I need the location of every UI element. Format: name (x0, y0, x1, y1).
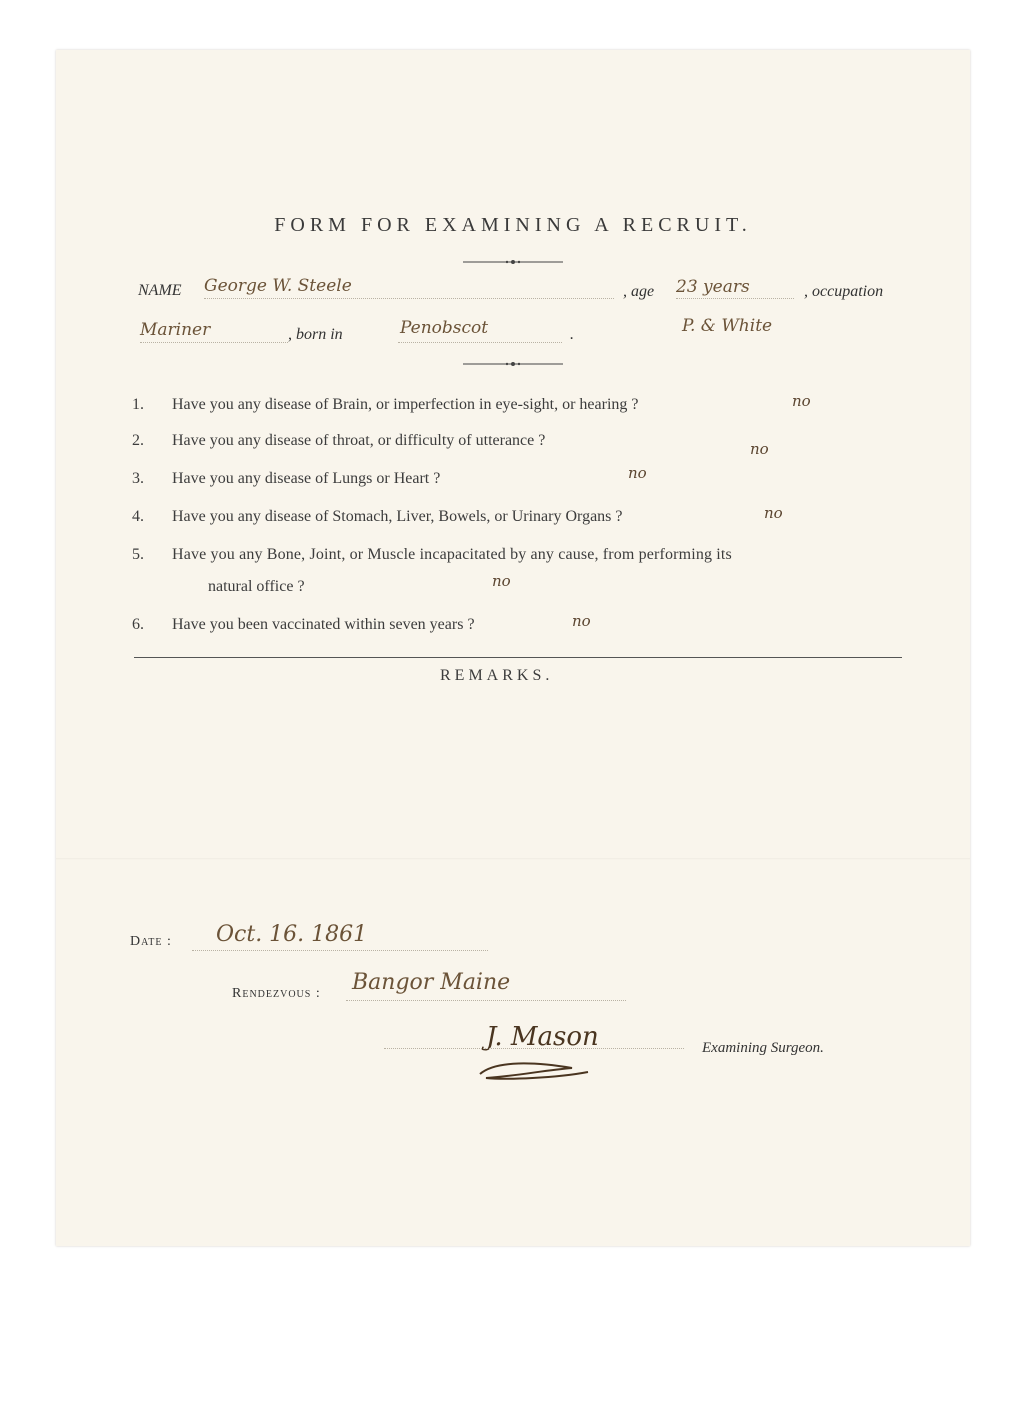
question-answer: no (750, 440, 769, 458)
name-value: George W. Steele (204, 276, 352, 296)
form-title: FORM FOR EXAMINING A RECRUIT. (274, 214, 752, 236)
occupation-value: Mariner (140, 320, 211, 340)
signature-flourish (476, 1058, 596, 1082)
age-label: , age (623, 283, 655, 300)
paper-fold (56, 858, 970, 860)
question-answer: no (792, 392, 811, 410)
question-number: 5. (132, 546, 144, 563)
question-text-continued: natural office ? (208, 578, 305, 595)
surgeon-signature: J. Mason (486, 1022, 599, 1052)
rendezvous-label: Rendezvous : (232, 986, 321, 1001)
rendezvous-value: Bangor Maine (352, 970, 511, 995)
question-answer: no (764, 504, 783, 522)
occupation-label: , occupation (804, 283, 884, 300)
section-rule (134, 657, 902, 658)
rendezvous-line (346, 1000, 626, 1001)
born-line (398, 342, 562, 343)
question-text: Have you any disease of throat, or difficulty of utterance ? (172, 432, 546, 449)
date-value: Oct. 16. 1861 (216, 922, 368, 947)
ornament-divider-middle (463, 360, 563, 368)
extra-note: P. & White (682, 316, 773, 336)
question-text: Have you any Bone, Joint, or Muscle incapacitated by any cause, from performing its (172, 546, 732, 563)
question-answer: no (492, 572, 511, 590)
date-label: Date : (130, 934, 172, 949)
remarks-heading: REMARKS. (440, 667, 554, 684)
surgeon-label: Examining Surgeon. (702, 1040, 824, 1056)
question-text: Have you any disease of Lungs or Heart ? (172, 470, 441, 487)
date-line (192, 950, 488, 951)
born-value: Penobscot (400, 318, 489, 338)
surgeon-line (384, 1048, 684, 1049)
question-number: 2. (132, 432, 144, 449)
name-label: NAME (138, 282, 182, 299)
name-line (204, 298, 614, 299)
born-label: , born in (288, 326, 343, 343)
age-value: 23 years (676, 277, 750, 297)
ornament-divider-top (463, 258, 563, 266)
question-number: 1. (132, 396, 144, 413)
question-text: Have you been vaccinated within seven years ? (172, 616, 475, 633)
question-answer: no (628, 464, 647, 482)
question-text: Have you any disease of Stomach, Liver, Bowels, or Urinary Organs ? (172, 508, 623, 525)
question-answer: no (572, 612, 591, 630)
question-number: 3. (132, 470, 144, 487)
born-period: . (570, 326, 574, 343)
question-text: Have you any disease of Brain, or imperfection in eye-sight, or hearing ? (172, 396, 639, 413)
age-line (676, 298, 794, 299)
question-number: 6. (132, 616, 144, 633)
occupation-line (140, 342, 288, 343)
question-number: 4. (132, 508, 144, 525)
